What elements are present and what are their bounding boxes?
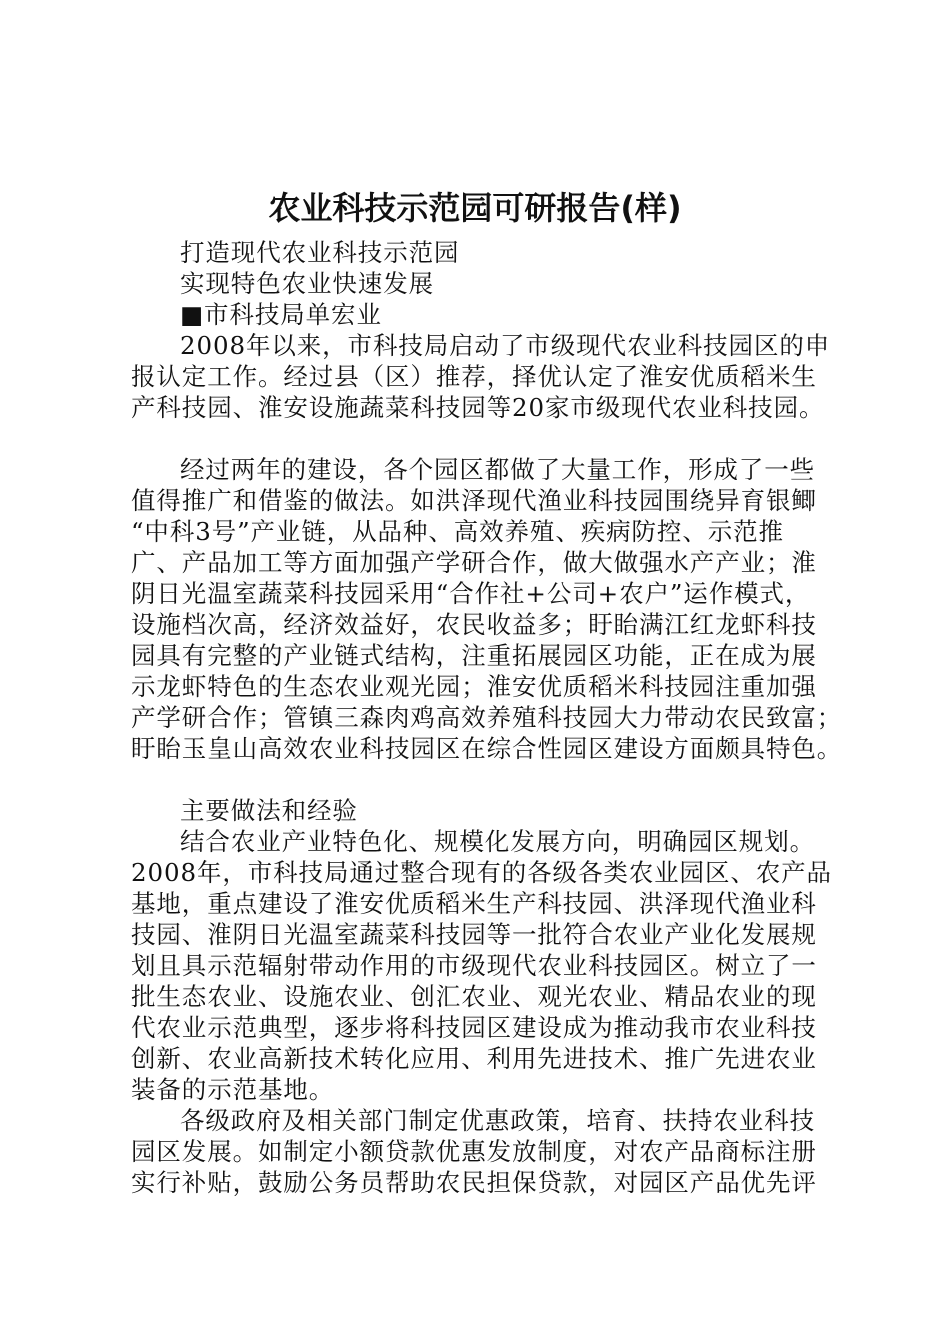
paragraph-line: 结合农业产业特色化、规模化发展方向，明确园区规划。 bbox=[180, 827, 815, 856]
paragraph-line: 各级政府及相关部门制定优惠政策，培育、扶持农业科技 bbox=[180, 1106, 815, 1135]
paragraph-line: 经过两年的建设，各个园区都做了大量工作，形成了一些 bbox=[180, 455, 815, 484]
paragraph-line: 值得推广和借鉴的做法。如洪泽现代渔业科技园围绕异育银鲫 bbox=[131, 486, 817, 515]
paragraph-line: 2008年，市科技局通过整合现有的各级各类农业园区、农产品 bbox=[131, 858, 832, 887]
document-title: 农业科技示范园可研报告(样) bbox=[268, 189, 682, 227]
paragraph-line: 技园、淮阴日光温室蔬菜科技园等一批符合农业产业化发展规 bbox=[131, 920, 817, 949]
paragraph-line: 基地，重点建设了淮安优质稻米生产科技园、洪泽现代渔业科 bbox=[131, 889, 817, 918]
subtitle-line: 实现特色农业快速发展 bbox=[180, 269, 434, 298]
paragraph-line: 实行补贴，鼓励公务员帮助农民担保贷款，对园区产品优先评 bbox=[131, 1168, 817, 1197]
paragraph-line: 报认定工作。经过县（区）推荐，择优认定了淮安优质稻米生 bbox=[131, 362, 817, 391]
paragraph-line: 盱眙玉皇山高效农业科技园区在综合性园区建设方面颇具特色。 bbox=[131, 734, 843, 763]
paragraph-line: 阴日光温室蔬菜科技园采用“合作社+公司+农户”运作模式， bbox=[131, 579, 811, 608]
paragraph-line: 示龙虾特色的生态农业观光园；淮安优质稻米科技园注重加强 bbox=[131, 672, 817, 701]
paragraph-line: 园区发展。如制定小额贷款优惠发放制度，对农产品商标注册 bbox=[131, 1137, 817, 1166]
paragraph-line: 园具有完整的产业链式结构，注重拓展园区功能，正在成为展 bbox=[131, 641, 817, 670]
section-heading: 主要做法和经验 bbox=[180, 796, 358, 825]
paragraph-line: 产科技园、淮安设施蔬菜科技园等20家市级现代农业科技园。 bbox=[131, 393, 825, 422]
paragraph-line: 产学研合作；管镇三森肉鸡高效养殖科技园大力带动农民致富； bbox=[131, 703, 843, 732]
paragraph-line: 广、产品加工等方面加强产学研合作，做大做强水产产业；淮 bbox=[131, 548, 817, 577]
paragraph-line: 设施档次高，经济效益好，农民收益多；盱眙满江红龙虾科技 bbox=[131, 610, 817, 639]
paragraph-line: 2008年以来，市科技局启动了市级现代农业科技园区的申 bbox=[180, 331, 831, 360]
paragraph-line: “中科3号”产业链，从品种、高效养殖、疾病防控、示范推 bbox=[131, 517, 784, 546]
paragraph-line: 装备的示范基地。 bbox=[131, 1075, 335, 1104]
paragraph-line: 划且具示范辐射带动作用的市级现代农业科技园区。树立了一 bbox=[131, 951, 817, 980]
paragraph-line: 批生态农业、设施农业、创汇农业、观光农业、精品农业的现 bbox=[131, 982, 817, 1011]
paragraph-line: 创新、农业高新技术转化应用、利用先进技术、推广先进农业 bbox=[131, 1044, 817, 1073]
paragraph-line: 代农业示范典型，逐步将科技园区建设成为推动我市农业科技 bbox=[131, 1013, 817, 1042]
author-line: ■市科技局单宏业 bbox=[180, 300, 382, 329]
subtitle-line: 打造现代农业科技示范园 bbox=[180, 238, 460, 267]
